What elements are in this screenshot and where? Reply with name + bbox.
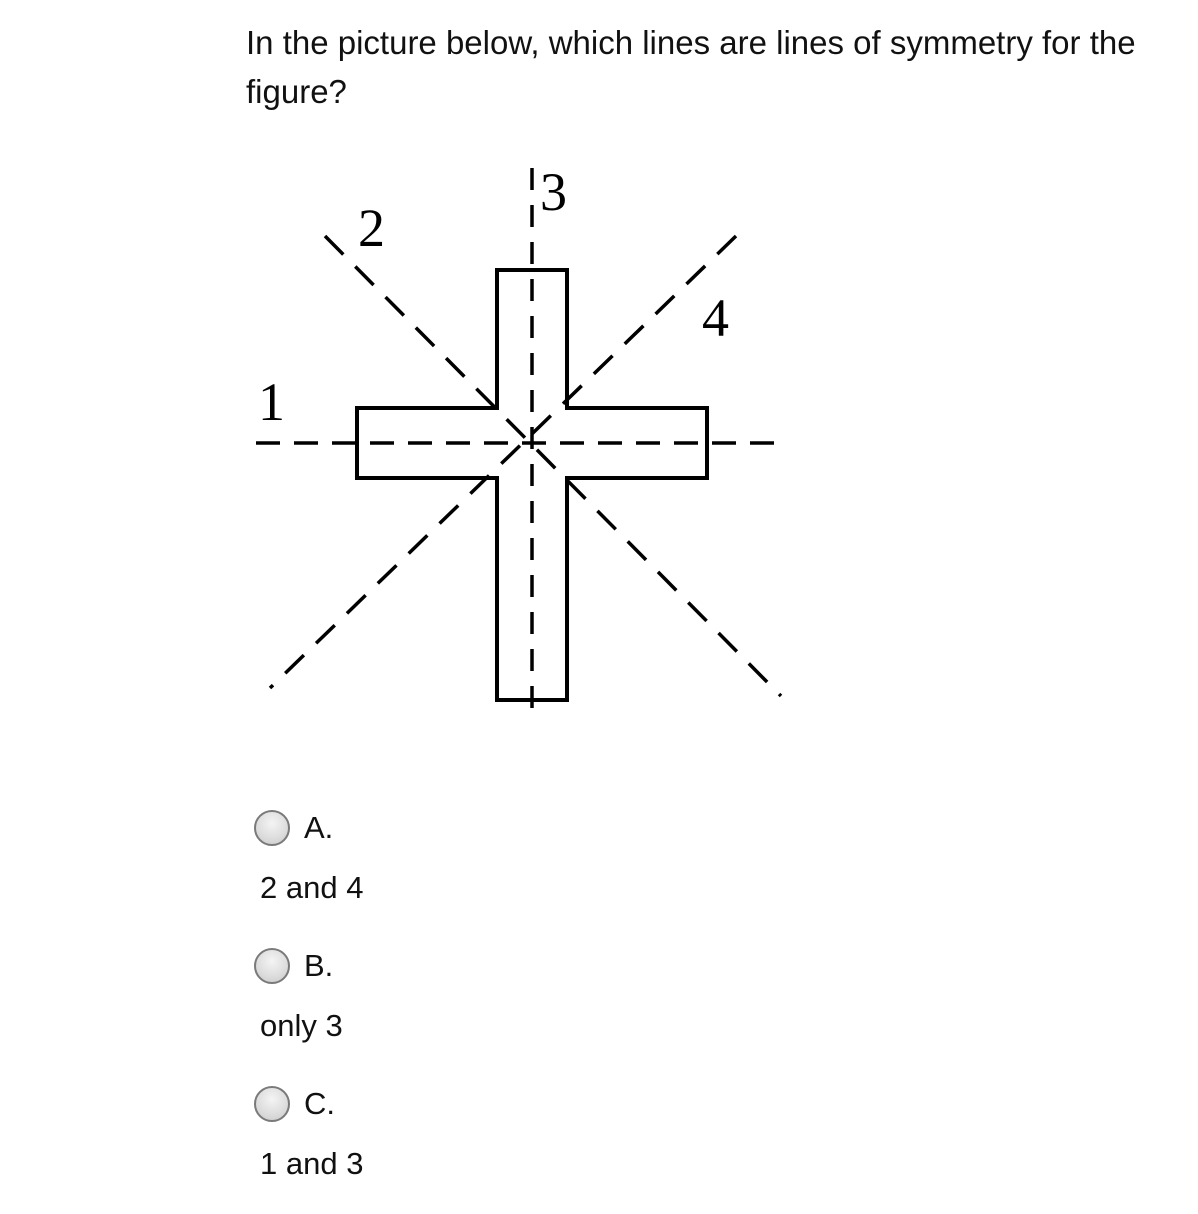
option-a-letter: A. [304, 810, 334, 845]
answer-options [254, 800, 854, 1214]
option-c-text: 1 and 3 [260, 1146, 364, 1181]
radio-button-b[interactable] [254, 948, 290, 984]
radio-button-c[interactable] [254, 1086, 290, 1122]
symmetry-figure [240, 150, 800, 730]
line-label-1: 1 [258, 372, 285, 432]
option-c-letter: C. [304, 1086, 335, 1121]
question-text: In the picture below, which lines are lines of symmetry for the figure? [246, 24, 1136, 110]
option-c[interactable] [254, 1076, 854, 1214]
line-label-4: 4 [702, 288, 729, 348]
option-b-text: only 3 [260, 1008, 343, 1043]
option-b-letter: B. [304, 948, 334, 983]
radio-button-a[interactable] [254, 810, 290, 846]
line-label-2: 2 [358, 198, 385, 258]
symmetry-line-4 [270, 236, 736, 688]
option-b[interactable] [254, 938, 854, 1076]
option-a-text: 2 and 4 [260, 870, 364, 905]
line-label-3: 3 [540, 162, 567, 222]
cross-diagram [240, 150, 800, 730]
option-a[interactable] [254, 800, 854, 938]
